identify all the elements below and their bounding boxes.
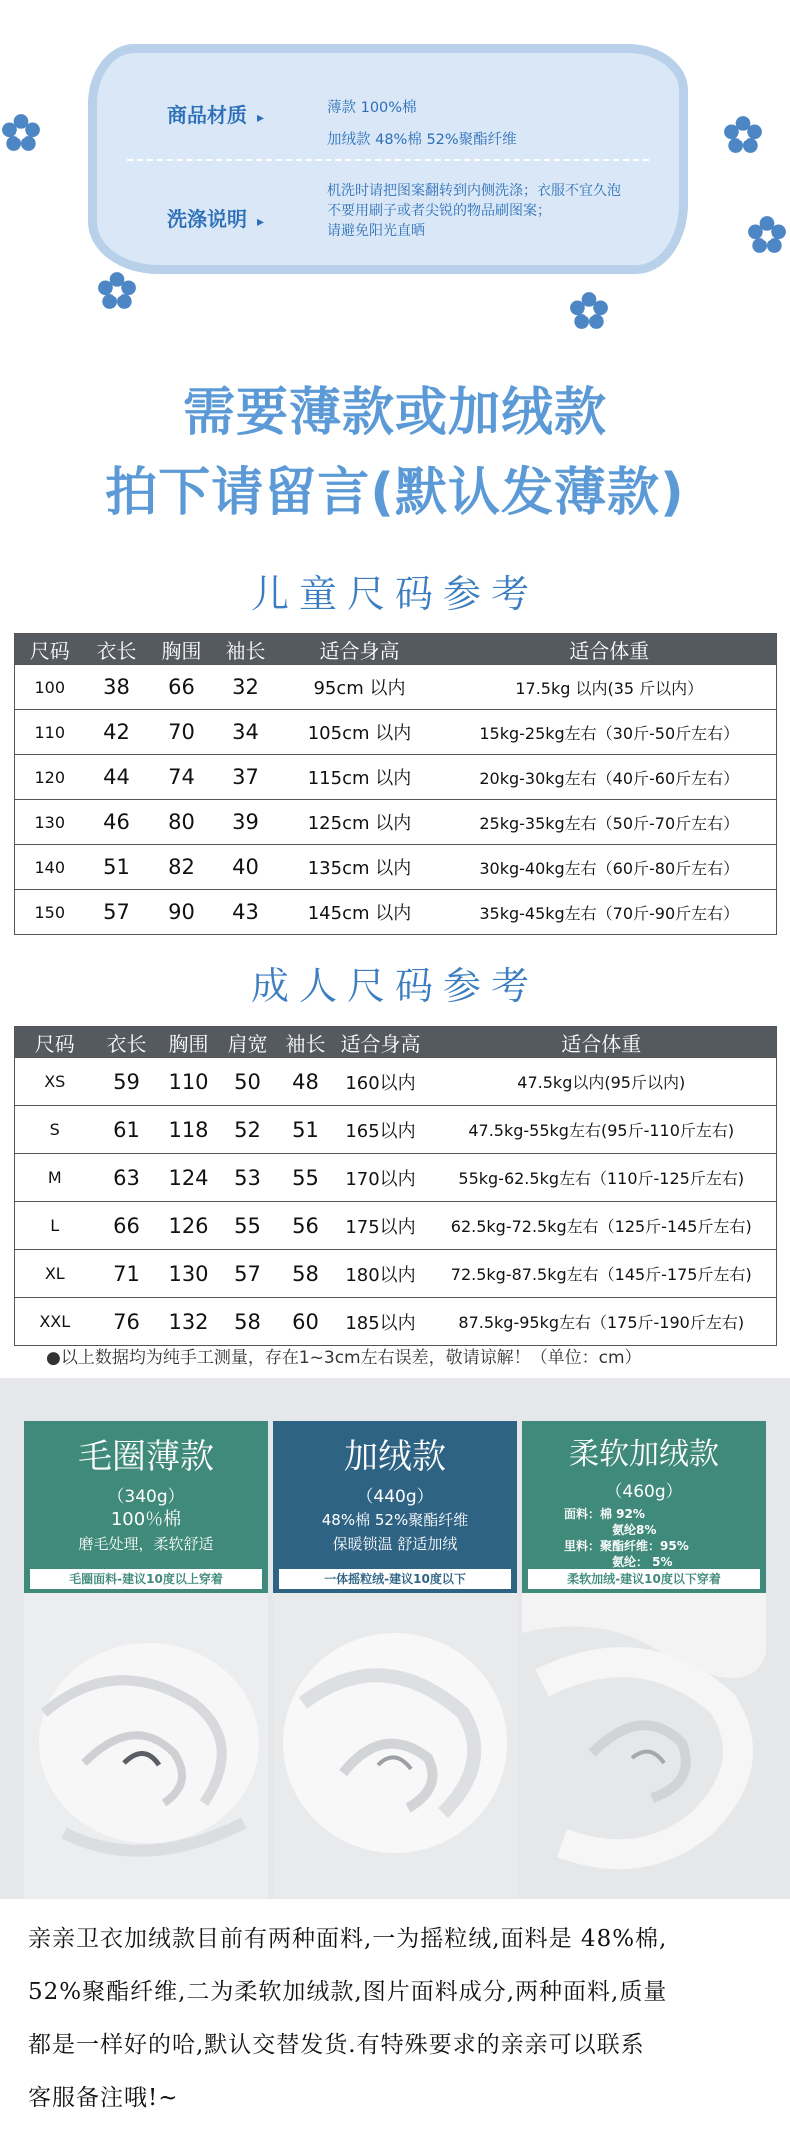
cell: 57 (219, 1250, 277, 1298)
cell: 56 (277, 1202, 335, 1250)
cell: S (15, 1106, 95, 1154)
wash-line: 请避免阳光直晒 (327, 223, 425, 239)
divider (127, 159, 649, 161)
fabric-spec: 里料：聚酯纤维：95% (564, 1539, 689, 1553)
measurement-note: ●以上数据均为纯手工测量，存在1~3cm左右误差，敬请谅解！（单位：cm） (46, 1348, 642, 1368)
info-cloud-box (88, 44, 688, 274)
cell: 20kg-30kg左右（40斤-60斤左右） (443, 755, 777, 800)
cell: 125cm 以内 (277, 800, 443, 845)
adult-size-table (14, 1026, 777, 1346)
header-cell: 胸围 (159, 1027, 219, 1058)
cell: 35kg-45kg左右（70斤-90斤左右） (443, 890, 777, 935)
cell: 63 (95, 1154, 159, 1202)
cell: 57 (85, 890, 149, 935)
fabric-feature: 磨毛处理，柔软舒适 (78, 1535, 214, 1553)
wash-line: 机洗时请把图案翻转到内侧洗涤；衣服不宜久泡 (327, 183, 621, 199)
fabric-spec: 氨纶： 5% (612, 1555, 673, 1569)
note-line: 客服备注哦!~ (28, 2085, 179, 2111)
arrow-icon: ▸ (257, 110, 265, 126)
arrow-icon: ▸ (257, 214, 265, 230)
cell: 118 (159, 1106, 219, 1154)
cell: 165以内 (335, 1106, 427, 1154)
fabric-name: 加绒款 (344, 1437, 446, 1477)
table-row (15, 845, 777, 890)
cell: 126 (159, 1202, 219, 1250)
cell: 62.5kg-72.5kg左右（125斤-145斤左右) (427, 1202, 777, 1250)
cell: 32 (215, 665, 277, 710)
cell: 55kg-62.5kg左右（110斤-125斤左右) (427, 1154, 777, 1202)
cell: 59 (95, 1058, 159, 1106)
wash-label: 洗涤说明 ▸ (167, 207, 265, 231)
fabric-card-header (24, 1421, 268, 1593)
cell: 124 (159, 1154, 219, 1202)
cell: 55 (277, 1154, 335, 1202)
cell: 53 (219, 1154, 277, 1202)
flower-icon (0, 112, 42, 154)
cell: 115cm 以内 (277, 755, 443, 800)
fabric-card-fleece (273, 1421, 517, 1899)
bottom-note (28, 1913, 768, 2125)
header-cell: 适合身高 (335, 1027, 427, 1058)
note-line: 都是一样好的哈,默认交替发货.有特殊要求的亲亲可以联系 (28, 2032, 645, 2058)
cell: 52 (219, 1106, 277, 1154)
material-info-section (0, 0, 790, 340)
cell: XXL (15, 1298, 95, 1346)
table-header-row (15, 634, 777, 665)
header-cell: 衣长 (95, 1027, 159, 1058)
table-row (15, 1106, 777, 1154)
cell: 58 (277, 1250, 335, 1298)
fabric-photo (522, 1593, 766, 1899)
table-row (15, 755, 777, 800)
cell: 70 (149, 710, 215, 755)
material-line: 薄款 100%棉 (327, 100, 417, 116)
cell: 42 (85, 710, 149, 755)
cell: 74 (149, 755, 215, 800)
header-cell: 肩宽 (219, 1027, 277, 1058)
cell: 145cm 以内 (277, 890, 443, 935)
cell: 150 (15, 890, 85, 935)
cell: 82 (149, 845, 215, 890)
header-cell: 适合体重 (427, 1027, 777, 1058)
cell: 47.5kg-55kg左右(95斤-110斤左右) (427, 1106, 777, 1154)
cell: XS (15, 1058, 95, 1106)
cell: 160以内 (335, 1058, 427, 1106)
cell: 105cm 以内 (277, 710, 443, 755)
fabric-composition: 48%棉 52%聚酯纤维 (321, 1511, 469, 1529)
wash-text (327, 181, 621, 241)
cell: 185以内 (335, 1298, 427, 1346)
flower-icon (568, 290, 610, 332)
cell: 61 (95, 1106, 159, 1154)
cell: 66 (95, 1202, 159, 1250)
fabric-photo (273, 1593, 517, 1899)
table-row (15, 1202, 777, 1250)
fabric-weight: （440g） (356, 1487, 434, 1507)
headline-line-1: 需要薄款或加绒款 (182, 383, 607, 443)
cell: 51 (85, 845, 149, 890)
cell: 51 (277, 1106, 335, 1154)
cell: 110 (15, 710, 85, 755)
header-cell: 衣长 (85, 634, 149, 665)
cell: 135cm 以内 (277, 845, 443, 890)
cell: L (15, 1202, 95, 1250)
cell: 140 (15, 845, 85, 890)
table-row (15, 1250, 777, 1298)
table-row (15, 665, 777, 710)
fabric-weight: （460g） (605, 1482, 683, 1502)
cell: 76 (95, 1298, 159, 1346)
flower-icon (746, 214, 788, 256)
cell: 175以内 (335, 1202, 427, 1250)
cell: 130 (15, 800, 85, 845)
cell: 110 (159, 1058, 219, 1106)
flower-icon (96, 270, 138, 312)
header-cell: 袖长 (215, 634, 277, 665)
cell: 87.5kg-95kg左右（175斤-190斤左右) (427, 1298, 777, 1346)
fabric-photo (24, 1593, 268, 1899)
cell: 15kg-25kg左右（30斤-50斤左右） (443, 710, 777, 755)
fabric-card-header (273, 1421, 517, 1593)
cell: 100 (15, 665, 85, 710)
table-row (15, 710, 777, 755)
fabric-name: 毛圈薄款 (78, 1437, 214, 1477)
cell: 44 (85, 755, 149, 800)
fabric-card-soft (522, 1421, 766, 1899)
cell: 55 (219, 1202, 277, 1250)
table-row (15, 890, 777, 935)
kids-size-title: 儿童尺码参考 (250, 572, 539, 616)
header-cell: 尺码 (15, 1027, 95, 1058)
header-cell: 尺码 (15, 634, 85, 665)
table-row (15, 1154, 777, 1202)
header-cell: 袖长 (277, 1027, 335, 1058)
wash-line: 不要用刷子或者尖锐的物品刷图案； (327, 203, 551, 219)
cell: 90 (149, 890, 215, 935)
fabric-card-thin (24, 1421, 268, 1899)
flower-icon (722, 114, 764, 156)
cell: 132 (159, 1298, 219, 1346)
fabric-badge: 柔软加绒-建议10度以下穿着 (528, 1569, 760, 1589)
cell: 43 (215, 890, 277, 935)
fabric-badge: 毛圈面料-建议10度以上穿着 (30, 1569, 262, 1589)
cell: 34 (215, 710, 277, 755)
fabric-card-header (522, 1421, 766, 1593)
cell: 48 (277, 1058, 335, 1106)
header-cell: 适合体重 (443, 634, 777, 665)
fabric-section (0, 1378, 790, 1899)
table-row (15, 1298, 777, 1346)
note-line: 亲亲卫衣加绒款目前有两种面料,一为摇粒绒,面料是 48%棉, (28, 1926, 668, 1952)
cell: 40 (215, 845, 277, 890)
headline-line-2: 拍下请留言(默认发薄款) (105, 463, 685, 523)
material-line: 加绒款 48%棉 52%聚酯纤维 (327, 132, 517, 148)
header-cell: 胸围 (149, 634, 215, 665)
material-label: 商品材质 ▸ (167, 103, 265, 127)
fabric-badge: 一体摇粒绒-建议10度以下 (279, 1569, 511, 1589)
cell: 37 (215, 755, 277, 800)
cell: 17.5kg 以内(35 斤以内） (443, 665, 777, 710)
header-cell: 适合身高 (277, 634, 443, 665)
fabric-composition: 100％棉 (110, 1509, 182, 1530)
fabric-spec: 面料：棉 92% (564, 1507, 645, 1521)
cell: 71 (95, 1250, 159, 1298)
cell: 39 (215, 800, 277, 845)
cell: 95cm 以内 (277, 665, 443, 710)
table-header-row (15, 1027, 777, 1058)
cell: 58 (219, 1298, 277, 1346)
table-row (15, 800, 777, 845)
cell: 130 (159, 1250, 219, 1298)
fabric-spec: 氨纶8% (612, 1523, 657, 1537)
fabric-feature: 保暖锁温 舒适加绒 (332, 1535, 458, 1553)
adult-size-title: 成人尺码参考 (250, 964, 539, 1008)
cell: 180以内 (335, 1250, 427, 1298)
cell: 38 (85, 665, 149, 710)
cell: 47.5kg以内(95斤以内) (427, 1058, 777, 1106)
cell: XL (15, 1250, 95, 1298)
cell: 72.5kg-87.5kg左右（145斤-175斤左右) (427, 1250, 777, 1298)
cell: M (15, 1154, 95, 1202)
cell: 170以内 (335, 1154, 427, 1202)
cell: 46 (85, 800, 149, 845)
cell: 30kg-40kg左右（60斤-80斤左右） (443, 845, 777, 890)
table-row (15, 1058, 777, 1106)
cell: 60 (277, 1298, 335, 1346)
material-text (327, 97, 517, 152)
cell: 66 (149, 665, 215, 710)
cell: 25kg-35kg左右（50斤-70斤左右） (443, 800, 777, 845)
kids-size-table (14, 633, 777, 935)
note-line: 52%聚酯纤维,二为柔软加绒款,图片面料成分,两种面料,质量 (28, 1979, 668, 2005)
fabric-name: 柔软加绒款 (569, 1437, 719, 1472)
fabric-weight: （340g） (107, 1487, 185, 1507)
cell: 120 (15, 755, 85, 800)
cell: 80 (149, 800, 215, 845)
cell: 50 (219, 1058, 277, 1106)
